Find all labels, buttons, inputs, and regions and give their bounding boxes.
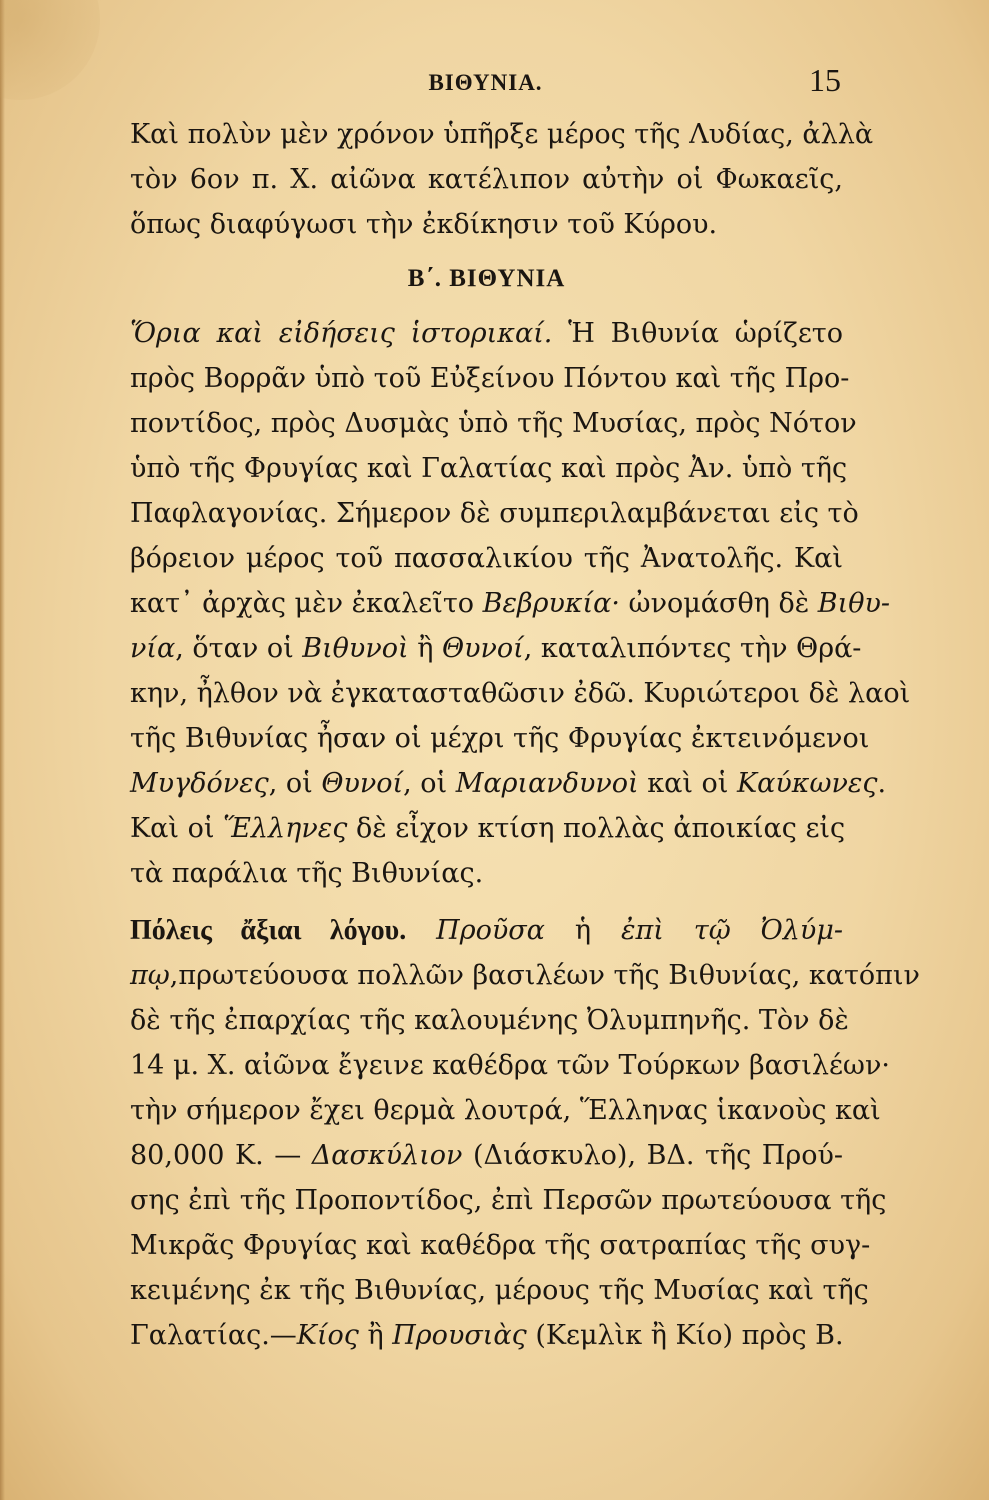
text-line: σης ἐπὶ τῆς Προποντίδος, ἐπὶ Περσῶν πρωτεύουσα τῆς <box>130 1185 887 1216</box>
text-line: κην, ἦλθον νὰ ἐγκατασταθῶσιν ἐδῶ. Κυριώτεροι δὲ λαοὶ <box>130 678 911 709</box>
text-line: πρὸς Βορρᾶν ὑπὸ τοῦ Εὐξείνου Πόντου καὶ τῆς Προ- <box>130 363 850 394</box>
text-line: δὲ τῆς ἐπαρχίας τῆς καλουμένης Ὀλυμπηνῆς. Τὸν δὲ <box>130 1005 849 1036</box>
text-line: 80,000 Κ. — Δασκύλιον (Διάσκυλο), ΒΔ. τῆς Πρού- <box>130 1140 843 1171</box>
text-line: τὸν 6ον π. Χ. αἰῶνα κατέλιπον αὐτὴν οἱ Φωκαεῖς, <box>130 164 843 195</box>
text-line: ὅπως διαφύγωσι τὴν ἐκδίκησιν τοῦ Κύρου. <box>130 209 718 240</box>
body-text <box>130 112 920 1358</box>
text-line: Γαλατίας.—Κίος ἢ Προυσιὰς (Κεμλὶκ ἢ Κίο) πρὸς Β. <box>130 1320 844 1351</box>
text-line: 14 μ. Χ. αἰῶνα ἔγεινε καθέδρα τῶν Τούρκων βασιλέων· <box>130 1050 890 1081</box>
text-line: Παφλαγονίας. Σήμερον δὲ συμπεριλαμβάνεται εἰς τὸ <box>130 498 859 529</box>
text-line: πῳ,πρωτεύουσα πολλῶν βασιλέων τῆς Βιθυνίας, κατόπιν <box>130 960 920 991</box>
text-line: ποντίδος, πρὸς Δυσμὰς ὑπὸ τῆς Μυσίας, πρὸς Νότον <box>130 408 857 439</box>
subsection-title: Ὅρια καὶ εἰδήσεις ἱστορικαί. <box>130 318 553 349</box>
text-line: νία, ὅταν οἱ Βιθυνοὶ ἢ Θυνοί, καταλιπόντες τὴν Θρά- <box>130 633 862 664</box>
text-line: Μικρᾶς Φρυγίας καὶ καθέδρα τῆς σατραπίας τῆς συγ- <box>130 1230 871 1261</box>
text-line: Πόλεις ἄξιαι λόγου. Προῦσα ἡ ἐπὶ τῷ Ὀλύμ- <box>130 915 843 946</box>
page-number: 15 <box>809 62 841 98</box>
text-line: Ὅρια καὶ εἰδήσεις ἱστορικαί. Ἡ Βιθυνία ὡρίζετο <box>130 318 843 349</box>
text-line: Καὶ οἱ Ἕλληνες δὲ εἶχον κτίση πολλὰς ἀποικίας εἰς <box>130 813 846 844</box>
page-header <box>130 62 841 102</box>
page-stain <box>0 0 100 100</box>
text-line: Μυγδόνες, οἱ Θυνοί, οἱ Μαριανδυνοὶ καὶ οἱ Καύκωνες. <box>130 768 887 799</box>
text-line: τὴν σήμερον ἔχει θερμὰ λουτρά, Ἕλληνας ἱκανοὺς καὶ <box>130 1095 881 1126</box>
text-line: ὑπὸ τῆς Φρυγίας καὶ Γαλατίας καὶ πρὸς Ἀν. ὑπὸ τῆς <box>130 453 848 484</box>
section-heading: Β΄. ΒΙΘΥΝΙΑ <box>407 265 566 292</box>
text-line: τὰ παράλια τῆς Βιθυνίας. <box>130 858 484 889</box>
subsection-title: Πόλεις ἄξιαι λόγου. <box>130 915 407 946</box>
text-line: κατ᾽ ἀρχὰς μὲν ἐκαλεῖτο Βεβρυκία· ὠνομάσθη δὲ Βιθυ- <box>130 588 891 619</box>
text-line: τῆς Βιθυνίας ἦσαν οἱ μέχρι τῆς Φρυγίας ἐκτεινόμενοι <box>130 723 870 754</box>
text-line: Καὶ πολὺν μὲν χρόνον ὑπῆρξε μέρος τῆς Λυδίας, ἀλλὰ <box>130 119 874 150</box>
text-line: κειμένης ἐκ τῆς Βιθυνίας, μέρους τῆς Μυσίας καὶ τῆς <box>130 1275 869 1306</box>
running-title: ΒΙΘΥΝΙΑ. <box>428 70 543 95</box>
page-edge-shading <box>0 0 5 1500</box>
text-line: βόρειον μέρος τοῦ πασσαλικίου τῆς Ἀνατολῆς. Καὶ <box>130 543 843 574</box>
